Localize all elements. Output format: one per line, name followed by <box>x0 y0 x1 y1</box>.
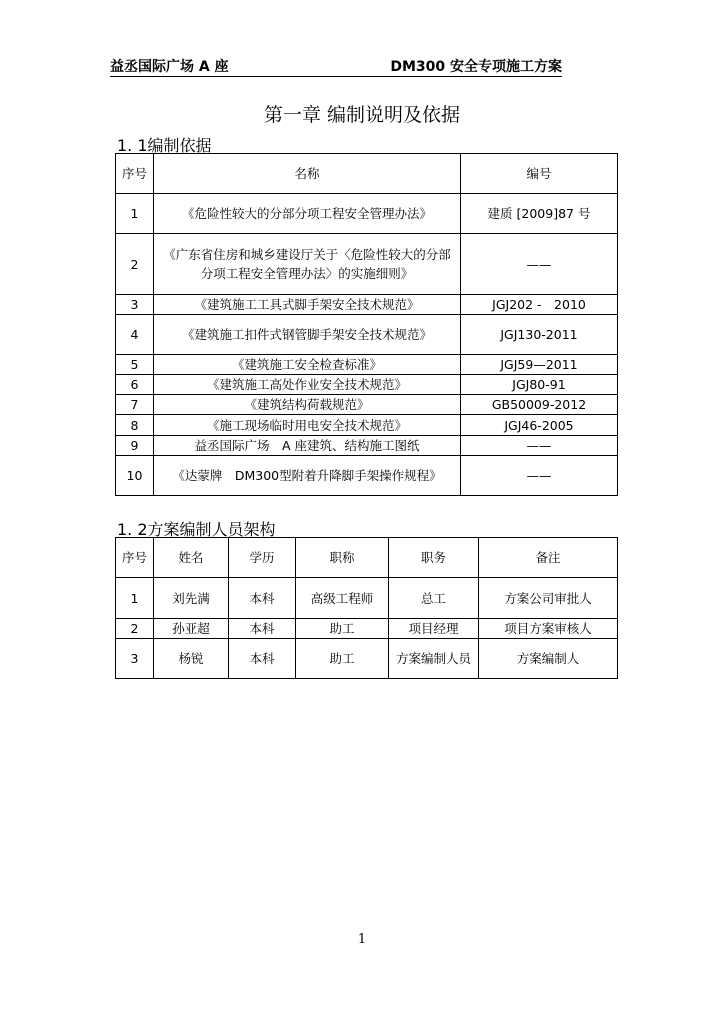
table-cell: 本科 <box>229 578 296 619</box>
row-number: 5 <box>116 355 154 375</box>
standard-code: —— <box>461 455 618 495</box>
row-number: 6 <box>116 375 154 395</box>
table-cell: 孙亚超 <box>154 619 229 639</box>
table-cell: 项目经理 <box>389 619 479 639</box>
table-cell: 1 <box>116 578 154 619</box>
table-row <box>116 395 618 415</box>
table-row <box>116 415 618 435</box>
standard-name: 《建筑结构荷载规范》 <box>154 395 461 415</box>
column-header: 职务 <box>389 538 479 578</box>
table-row <box>116 375 618 395</box>
table-cell: 本科 <box>229 639 296 679</box>
standard-name: 《建筑施工工具式脚手架安全技术规范》 <box>154 294 461 314</box>
standard-code: JGJ46-2005 <box>461 415 618 435</box>
section-heading-basis: 1. 1编制依据 <box>117 136 212 155</box>
table-row <box>116 639 618 679</box>
standard-name: 《广东省住房和城乡建设厅关于〈危险性较大的分部分项工程安全管理办法〉的实施细则》 <box>154 234 461 294</box>
row-number: 1 <box>116 194 154 234</box>
standard-name: 《达蒙牌 DM300型附着升降脚手架操作规程》 <box>154 455 461 495</box>
column-header: 备注 <box>479 538 618 578</box>
standard-code: JGJ80-91 <box>461 375 618 395</box>
table-cell: 助工 <box>296 619 389 639</box>
row-number: 9 <box>116 435 154 455</box>
standard-code: 建质 [2009]87 号 <box>461 194 618 234</box>
table-row <box>116 435 618 455</box>
table-row <box>116 234 618 294</box>
column-header: 序号 <box>116 538 154 578</box>
table-header-row <box>116 538 618 578</box>
table-cell: 总工 <box>389 578 479 619</box>
page-number: 1 <box>357 932 367 947</box>
column-header: 学历 <box>229 538 296 578</box>
standard-code: JGJ202 - 2010 <box>461 294 618 314</box>
table-row <box>116 455 618 495</box>
column-header: 编号 <box>461 154 618 194</box>
row-number: 7 <box>116 395 154 415</box>
table-cell: 本科 <box>229 619 296 639</box>
row-number: 10 <box>116 455 154 495</box>
table-row <box>116 355 618 375</box>
table-cell: 杨锐 <box>154 639 229 679</box>
page-header <box>110 56 562 77</box>
section-heading-staff: 1. 2方案编制人员架构 <box>117 520 276 539</box>
column-header: 序号 <box>116 154 154 194</box>
table-cell: 助工 <box>296 639 389 679</box>
row-number: 8 <box>116 415 154 435</box>
row-number: 4 <box>116 314 154 354</box>
standard-code: —— <box>461 435 618 455</box>
standard-code: —— <box>461 234 618 294</box>
table-cell: 项目方案审核人 <box>479 619 618 639</box>
table-row <box>116 619 618 639</box>
header-project-name: 益丞国际广场 A 座 <box>110 59 229 75</box>
standard-name: 益丞国际广场 A 座建筑、结构施工图纸 <box>154 435 461 455</box>
chapter-title: 第一章 编制说明及依据 <box>263 104 461 126</box>
standard-name: 《建筑施工高处作业安全技术规范》 <box>154 375 461 395</box>
row-number: 3 <box>116 294 154 314</box>
table-cell: 2 <box>116 619 154 639</box>
table-header-row <box>116 154 618 194</box>
table-cell: 方案编制人 <box>479 639 618 679</box>
header-document-name: DM300 安全专项施工方案 <box>390 59 562 75</box>
standard-code: GB50009-2012 <box>461 395 618 415</box>
standard-code: JGJ59—2011 <box>461 355 618 375</box>
staff-table <box>115 537 618 679</box>
row-number: 2 <box>116 234 154 294</box>
column-header: 姓名 <box>154 538 229 578</box>
standard-name: 《施工现场临时用电安全技术规范》 <box>154 415 461 435</box>
table-cell: 3 <box>116 639 154 679</box>
table-row <box>116 294 618 314</box>
table-cell: 方案公司审批人 <box>479 578 618 619</box>
standard-code: JGJ130-2011 <box>461 314 618 354</box>
table-cell: 刘先满 <box>154 578 229 619</box>
column-header: 职称 <box>296 538 389 578</box>
table-row <box>116 194 618 234</box>
standard-name: 《建筑施工安全检查标准》 <box>154 355 461 375</box>
basis-table <box>115 153 618 496</box>
table-row <box>116 578 618 619</box>
standard-name: 《危险性较大的分部分项工程安全管理办法》 <box>154 194 461 234</box>
column-header: 名称 <box>154 154 461 194</box>
table-row <box>116 314 618 354</box>
table-cell: 高级工程师 <box>296 578 389 619</box>
standard-name: 《建筑施工扣件式钢管脚手架安全技术规范》 <box>154 314 461 354</box>
table-cell: 方案编制人员 <box>389 639 479 679</box>
